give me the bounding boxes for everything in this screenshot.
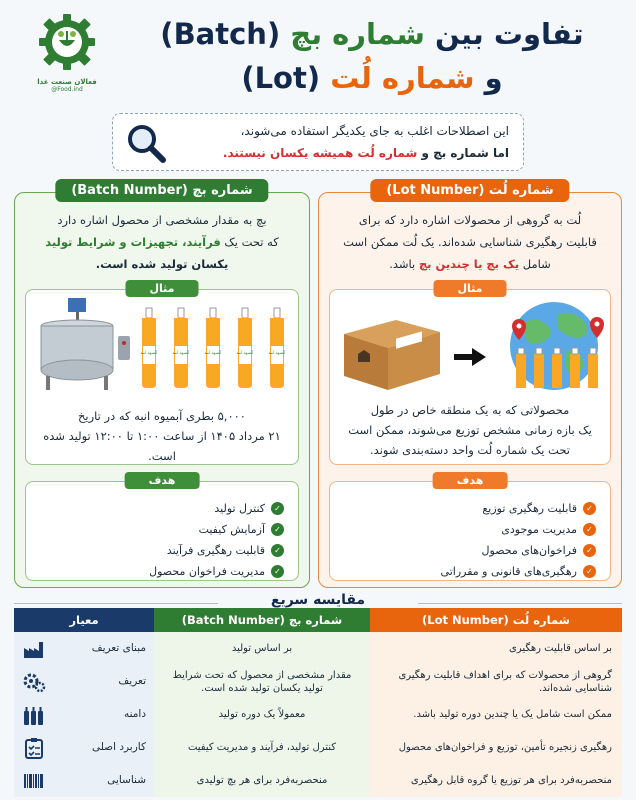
cell-lot: بر اساس قابلیت رهگیری xyxy=(370,632,622,665)
batch-example-line2: ۲۱ مرداد ۱۴۰۵ از ساعت ۱:۰۰ تا ۱۲:۰۰ تولید شده است. xyxy=(43,429,281,463)
header-lot: شماره لُت (Lot Number) xyxy=(370,608,622,632)
bottle-label-3: آبمیوه انبه xyxy=(204,350,222,355)
goal-label: مدیریت موجودی xyxy=(501,523,577,536)
page-title-line1 xyxy=(132,14,612,54)
logo-handle: @Food.ind xyxy=(51,86,83,93)
cell-batch: بر اساس تولید xyxy=(154,632,370,665)
magnifier-icon xyxy=(123,120,169,166)
goal-label: مدیریت فراخوان محصول xyxy=(149,565,265,578)
mixing-tank-icon xyxy=(41,298,130,390)
batch-example-tag: مثال xyxy=(126,280,199,297)
criterion-label: مبنای تعریف xyxy=(91,642,146,654)
cell-batch: منحصربه‌فرد برای هر بچ تولیدی xyxy=(154,764,370,797)
batch-desc-highlight: فرآیند، تجهیزات و شرایط تولید xyxy=(45,235,221,249)
title-lot-highlight: شماره لُت xyxy=(330,61,475,95)
cell-criterion xyxy=(14,698,154,731)
bottle-label-1: آبمیوه انبه xyxy=(140,350,158,355)
lot-desc-highlight: یک بچ یا چندین بچ xyxy=(418,257,520,271)
batch-desc-line2 xyxy=(27,231,297,253)
check-icon: ✓ xyxy=(583,565,596,578)
batch-desc-line3: یکسان تولید شده است. xyxy=(95,257,229,271)
check-icon: ✓ xyxy=(271,502,284,515)
goal-item xyxy=(149,498,284,519)
bottle-label-2: آبمیوه انبه xyxy=(172,350,190,355)
title-lot-suffix: (Lot) xyxy=(241,61,331,95)
intro-box xyxy=(112,113,524,171)
lot-goal-list xyxy=(441,498,596,582)
batch-example-illustration xyxy=(32,296,308,390)
cardboard-box-icon xyxy=(344,320,440,390)
goal-label: کنترل تولید xyxy=(214,502,265,515)
goal-label: رهگیری‌های قانونی و مقرراتی xyxy=(440,565,577,578)
table-row xyxy=(14,665,622,698)
cell-batch: کنترل تولید، فرآیند و مدیریت کیفیت xyxy=(154,731,370,764)
cell-criterion xyxy=(14,632,154,665)
lot-example-line3: تحت یک شماره لُت واحد دسته‌بندی شوند. xyxy=(370,443,570,457)
bottle-label-5: آبمیوه انبه xyxy=(268,350,286,355)
factory-icon xyxy=(22,638,46,660)
lot-description xyxy=(331,209,609,275)
cell-criterion xyxy=(14,665,154,698)
header-criterion: معیار xyxy=(14,608,154,632)
intro-part1: اما شماره بچ و xyxy=(417,146,509,160)
goal-item xyxy=(441,498,596,519)
brand-logo xyxy=(32,12,102,98)
table-row xyxy=(14,731,622,764)
goal-label: قابلیت رهگیری توزیع xyxy=(482,502,577,515)
batch-example-line1: ۵,۰۰۰ بطری آبمیوه انبه که در تاریخ xyxy=(78,409,246,423)
lot-example-box xyxy=(329,282,611,465)
intro-part3: همیشه یکسان نیستند. xyxy=(222,146,358,160)
check-icon: ✓ xyxy=(271,565,284,578)
batch-goal-box xyxy=(25,474,299,581)
lot-example-illustration xyxy=(336,300,618,392)
check-icon: ✓ xyxy=(271,523,284,536)
cell-lot: گروهی از محصولات که برای اهداف قابلیت رهگیری شناسایی شده‌اند. xyxy=(370,665,622,698)
batch-example-text xyxy=(34,406,290,466)
cell-criterion xyxy=(14,731,154,764)
goal-item xyxy=(149,540,284,561)
cell-criterion xyxy=(14,764,154,797)
batch-example-box xyxy=(25,282,299,465)
cell-batch: معمولاً یک دوره تولید xyxy=(154,698,370,731)
cell-batch: مقدار مشخصی از محصول که تحت شرایط تولید یکسان تولید شده است. xyxy=(154,665,370,698)
lot-desc-text-a: شامل xyxy=(519,257,551,271)
goal-item xyxy=(441,519,596,540)
bottles-icon xyxy=(22,704,46,726)
lot-desc-line3 xyxy=(331,253,609,275)
criterion-label: تعریف xyxy=(118,675,146,687)
batch-desc-line1: بچ به مقدار مشخصی از محصول اشاره دارد xyxy=(57,213,267,227)
table-row xyxy=(14,632,622,665)
criterion-label: شناسایی xyxy=(107,774,146,786)
batch-desc-text: که تحت یک xyxy=(220,235,279,249)
batch-description xyxy=(27,209,297,275)
goal-item xyxy=(149,561,284,582)
lot-desc-line2: قابلیت رهگیری شناسایی شده‌اند. یک لُت ممکن است xyxy=(343,235,597,249)
check-icon: ✓ xyxy=(583,544,596,557)
criterion-label: دامنه xyxy=(123,708,146,720)
cell-lot: رهگیری زنجیره تأمین، توزیع و فراخوان‌های محصول xyxy=(370,731,622,764)
lot-panel xyxy=(318,183,622,588)
comparison-table xyxy=(14,608,622,798)
batch-panel-title: شماره بچ (Batch Number) xyxy=(55,179,268,202)
barcode-icon xyxy=(22,770,46,792)
lot-example-text xyxy=(338,400,602,460)
title-and: و xyxy=(474,61,503,95)
goal-item xyxy=(441,561,596,582)
title-prefix: تفاوت بین xyxy=(424,17,584,51)
title-batch-highlight: شماره بچ xyxy=(290,17,425,51)
lot-goal-tag: هدف xyxy=(433,472,508,489)
intro-line2 xyxy=(223,146,509,160)
check-icon: ✓ xyxy=(271,544,284,557)
batch-goal-tag: هدف xyxy=(125,472,200,489)
table-row xyxy=(14,764,622,797)
juice-bottles-icon xyxy=(142,308,284,388)
page-title-line2 xyxy=(132,56,612,100)
intro-part2: شماره لُت xyxy=(357,146,418,160)
lot-desc-text-c: باشد. xyxy=(389,257,419,271)
intro-line1: این اصطلاحات اغلب به جای یکدیگر استفاده می‌شوند، xyxy=(240,124,509,138)
batch-panel xyxy=(14,183,310,588)
goal-item xyxy=(149,519,284,540)
comparison-title: مقایسه سریع xyxy=(218,592,418,608)
lot-desc-line1: لُت به گروهی از محصولات اشاره دارد که برای xyxy=(358,213,582,227)
goal-label: قابلیت رهگیری فرآیند xyxy=(166,544,265,557)
gears-icon xyxy=(22,671,46,693)
check-icon: ✓ xyxy=(583,502,596,515)
title-batch-suffix: (Batch) xyxy=(160,17,291,51)
table-row xyxy=(14,698,622,731)
arrow-right-icon xyxy=(454,348,486,366)
lot-example-tag: مثال xyxy=(434,280,507,297)
cell-lot: ممکن است شامل یک یا چندین دوره تولید باشد. xyxy=(370,698,622,731)
check-icon: ✓ xyxy=(583,523,596,536)
criterion-label: کاربرد اصلی xyxy=(91,741,146,753)
goal-label: فراخوان‌های محصول xyxy=(481,544,577,557)
lot-example-line2: یک بازه زمانی مشخص توزیع می‌شوند، ممکن است xyxy=(348,423,592,437)
gear-logo-icon xyxy=(37,12,97,72)
batch-goal-list xyxy=(149,498,284,582)
lot-goal-box xyxy=(329,474,611,581)
lot-example-line1: محصولاتی که به یک منطقه خاص در طول xyxy=(370,403,570,417)
goal-item xyxy=(441,540,596,561)
goal-label: آزمایش کیفیت xyxy=(198,523,265,536)
clipboard-icon xyxy=(22,737,46,759)
header-batch: شماره بچ (Batch Number) xyxy=(154,608,370,632)
bottle-label-4: آبمیوه انبه xyxy=(236,350,254,355)
lot-panel-title: شماره لُت (Lot Number) xyxy=(370,179,569,202)
cell-lot: منحصربه‌فرد برای هر توزیع یا گروه قابل رهگیری xyxy=(370,764,622,797)
logo-name: فعالان صنعت غذا xyxy=(37,78,97,86)
